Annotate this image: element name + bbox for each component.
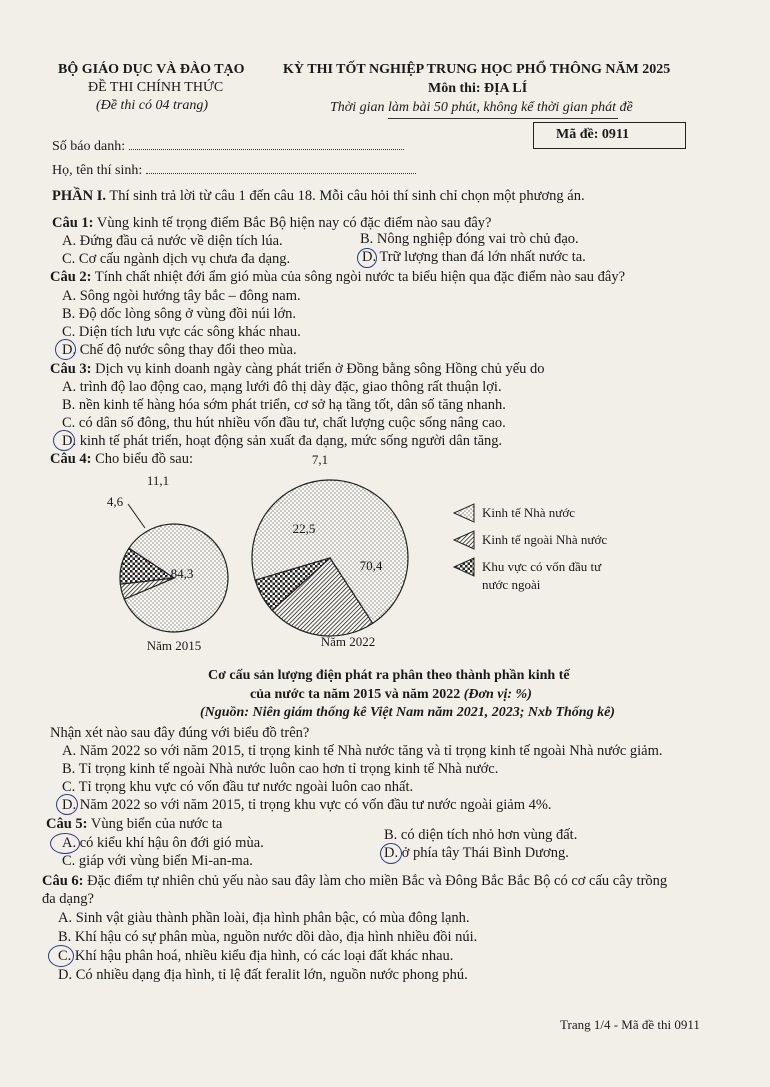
chart-caption-years: của nước ta năm 2015 và năm 2022 bbox=[250, 687, 461, 702]
q2-answer-mark bbox=[55, 339, 76, 360]
pages-note: (Đề thi có 04 trang) bbox=[96, 98, 208, 113]
q6-label: Câu 6: bbox=[42, 873, 84, 889]
pie-label-2015-1: 4,6 bbox=[106, 494, 124, 509]
q1-answer-mark bbox=[357, 248, 377, 268]
pie-year-label-2015: Năm 2015 bbox=[146, 638, 202, 653]
q5-text: Vùng biển của nước ta bbox=[90, 816, 223, 832]
q3-text: Dịch vụ kinh doanh ngày càng phát triển ở Đồng bằng sông Hồng chủ yếu do bbox=[95, 361, 545, 377]
q4-option-d[interactable]: D. Năm 2022 so với năm 2015, tỉ trọng khu vực có vốn đầu tư nước ngoài giảm 4%. bbox=[62, 797, 552, 813]
time-note: Thời gian làm bài 50 phút, không kể thời gian phát đề bbox=[330, 100, 633, 115]
q4-option-b[interactable]: B. Tỉ trọng kinh tế ngoài Nhà nước luôn cao hơn tỉ trọng kinh tế Nhà nước. bbox=[62, 761, 499, 777]
q6-option-b[interactable]: B. Khí hậu có sự phân mùa, nguồn nước dồi dào, địa hình nhiều đồi núi. bbox=[58, 929, 478, 945]
q1-stem bbox=[52, 215, 492, 232]
part1-instruction: Thí sinh trả lời từ câu 1 đến câu 18. Mỗi câu hỏi thí sinh chỉ chọn một phương án. bbox=[109, 188, 585, 204]
q4-text: Cho biểu đồ sau: bbox=[95, 451, 193, 467]
q3-option-d[interactable]: D. kinh tế phát triển, hoạt động sản xuất đa dạng, mức sống người dân tăng. bbox=[62, 433, 503, 449]
chart-caption-line2 bbox=[250, 687, 532, 703]
pie-label-2022-0: 70,4 bbox=[359, 558, 383, 573]
candidate-name-row bbox=[52, 162, 416, 179]
name-field[interactable] bbox=[146, 162, 416, 174]
q1-text: Vùng kinh tế trọng điểm Bắc Bộ hiện nay có đặc điểm nào sau đây? bbox=[96, 215, 492, 231]
pie-year-label-2022: Năm 2022 bbox=[320, 634, 376, 649]
q6-stem bbox=[42, 873, 667, 890]
pie-label-2022-1: 22,5 bbox=[292, 521, 316, 536]
q6-text-line2: đa dạng? bbox=[42, 891, 94, 907]
legend-label-fdi-1: Khu vực có vốn đầu tư bbox=[482, 559, 602, 574]
pie-chart-figure bbox=[0, 450, 770, 670]
candidate-sbd-row bbox=[52, 138, 404, 155]
legend-label-fdi-2: nước ngoài bbox=[482, 577, 541, 592]
q4-option-c[interactable]: C. Tỉ trọng khu vực có vốn đầu tư nước ngoài luôn cao nhất. bbox=[62, 779, 414, 795]
q5-option-a[interactable]: A. có kiểu khí hậu ôn đới gió mùa. bbox=[62, 835, 264, 851]
q2-text: Tính chất nhiệt đới ẩm gió mùa của sông ngòi nước ta biểu hiện qua đặc điểm nào sau đây? bbox=[94, 269, 626, 285]
q2-option-b[interactable]: B. Độ dốc lòng sông ở vùng đồi núi lớn. bbox=[62, 306, 297, 322]
page-footer: Trang 1/4 - Mã đề thi 0911 bbox=[560, 1017, 700, 1032]
q4-label: Câu 4: bbox=[50, 451, 92, 467]
q4-answer-mark bbox=[56, 794, 78, 815]
pie-label-2015-0: 84,3 bbox=[170, 566, 194, 581]
pie-leader-line-2015 bbox=[128, 504, 145, 528]
q5-stem bbox=[46, 816, 222, 833]
legend-swatch-1 bbox=[454, 531, 474, 549]
q3-option-c[interactable]: C. có dân số đông, thu hút nhiều vốn đầu tư, chất lượng cuộc sống nâng cao. bbox=[62, 415, 506, 431]
q1-option-d[interactable]: D. Trữ lượng than đá lớn nhất nước ta. bbox=[362, 249, 586, 265]
q5-label: Câu 5: bbox=[46, 816, 88, 832]
q2-option-c[interactable]: C. Diện tích lưu vực các sông khác nhau. bbox=[62, 324, 301, 340]
official-label: ĐỀ THI CHÍNH THỨC bbox=[88, 80, 224, 95]
q5-option-c[interactable]: C. giáp với vùng biển Mi-an-ma. bbox=[62, 853, 253, 869]
q3-label: Câu 3: bbox=[50, 361, 92, 377]
legend-label-state: Kinh tế Nhà nước bbox=[482, 505, 575, 520]
q2-option-d[interactable]: D. Chế độ nước sông thay đổi theo mùa. bbox=[62, 342, 297, 358]
chart-unit: (Đơn vị: %) bbox=[463, 687, 532, 702]
q6-text-line1: Đặc điểm tự nhiên chủ yếu nào sau đây làm cho miền Bắc và Đông Bắc Bắc Bộ có cơ cấu cây trồng bbox=[87, 873, 668, 889]
pie-label-2015-2: 11,1 bbox=[146, 473, 170, 488]
part1-title: PHẦN I. bbox=[52, 188, 106, 204]
q1-label: Câu 1: bbox=[52, 215, 94, 231]
q1-option-b[interactable]: B. Nông nghiệp đóng vai trò chủ đạo. bbox=[360, 231, 579, 247]
chart-source: (Nguồn: Niên giám thống kê Việt Nam năm 2021, 2023; Nxb Thống kê) bbox=[200, 705, 615, 720]
header-divider bbox=[388, 118, 618, 119]
q5-option-b[interactable]: B. có diện tích nhỏ hơn vùng đất. bbox=[384, 827, 578, 843]
q2-stem bbox=[50, 269, 625, 286]
q6-option-c[interactable]: C. Khí hậu phân hoá, nhiều kiểu địa hình, có các loại đất khác nhau. bbox=[58, 948, 454, 964]
part1-heading bbox=[52, 188, 585, 205]
q5-answer-mark-a bbox=[50, 833, 80, 854]
sbd-field[interactable] bbox=[129, 138, 404, 150]
q1-option-a[interactable]: A. Đứng đầu cả nước về diện tích lúa. bbox=[62, 233, 283, 249]
q4-option-a[interactable]: A. Năm 2022 so với năm 2015, tỉ trọng kinh tế Nhà nước tăng và tỉ trọng kinh tế ngoài Nhà nước giảm. bbox=[62, 743, 663, 759]
q6-option-a[interactable]: A. Sinh vật giàu thành phần loài, địa hình phân bậc, có mùa đông lạnh. bbox=[58, 910, 470, 926]
q3-option-b[interactable]: B. nền kinh tế hàng hóa sớm phát triển, cơ sở hạ tầng tốt, dân số tăng nhanh. bbox=[62, 397, 506, 413]
q4-question: Nhận xét nào sau đây đúng với biểu đồ trên? bbox=[50, 725, 310, 741]
ministry-name: BỘ GIÁO DỤC VÀ ĐÀO TẠO bbox=[58, 62, 245, 77]
q2-option-a[interactable]: A. Sông ngòi hướng tây bắc – đông nam. bbox=[62, 288, 301, 304]
exam-title: KỲ THI TỐT NGHIỆP TRUNG HỌC PHỔ THÔNG NĂM 2025 bbox=[283, 62, 671, 77]
q6-option-d[interactable]: D. Có nhiều dạng địa hình, tỉ lệ đất feralit lớn, nguồn nước phong phú. bbox=[58, 967, 468, 983]
q3-stem bbox=[50, 361, 545, 378]
legend-label-non-state: Kinh tế ngoài Nhà nước bbox=[482, 532, 608, 547]
pie-label-2022-2: 7,1 bbox=[311, 452, 329, 467]
sbd-label: Số báo danh: bbox=[52, 139, 126, 154]
chart-caption-line1: Cơ cấu sản lượng điện phát ra phân theo thành phần kinh tế bbox=[208, 668, 570, 683]
legend-swatch-2 bbox=[454, 558, 474, 576]
q3-answer-mark bbox=[53, 430, 75, 451]
q6-answer-mark bbox=[48, 945, 74, 967]
q1-option-c[interactable]: C. Cơ cấu ngành dịch vụ chưa đa dạng. bbox=[62, 251, 291, 267]
legend-swatch-0 bbox=[454, 504, 474, 522]
name-label: Họ, tên thí sinh: bbox=[52, 163, 143, 178]
exam-code-box: Mã đề: 0911 bbox=[533, 122, 686, 149]
subject-label: Môn thi: ĐỊA LÍ bbox=[428, 81, 528, 96]
q3-option-a[interactable]: A. trình độ lao động cao, mạng lưới đô thị dày đặc, giao thông rất thuận lợi. bbox=[62, 379, 502, 395]
q5-option-d[interactable]: D. ở phía tây Thái Bình Dương. bbox=[384, 845, 569, 861]
q2-label: Câu 2: bbox=[50, 269, 92, 285]
q5-answer-mark-d bbox=[380, 843, 402, 864]
